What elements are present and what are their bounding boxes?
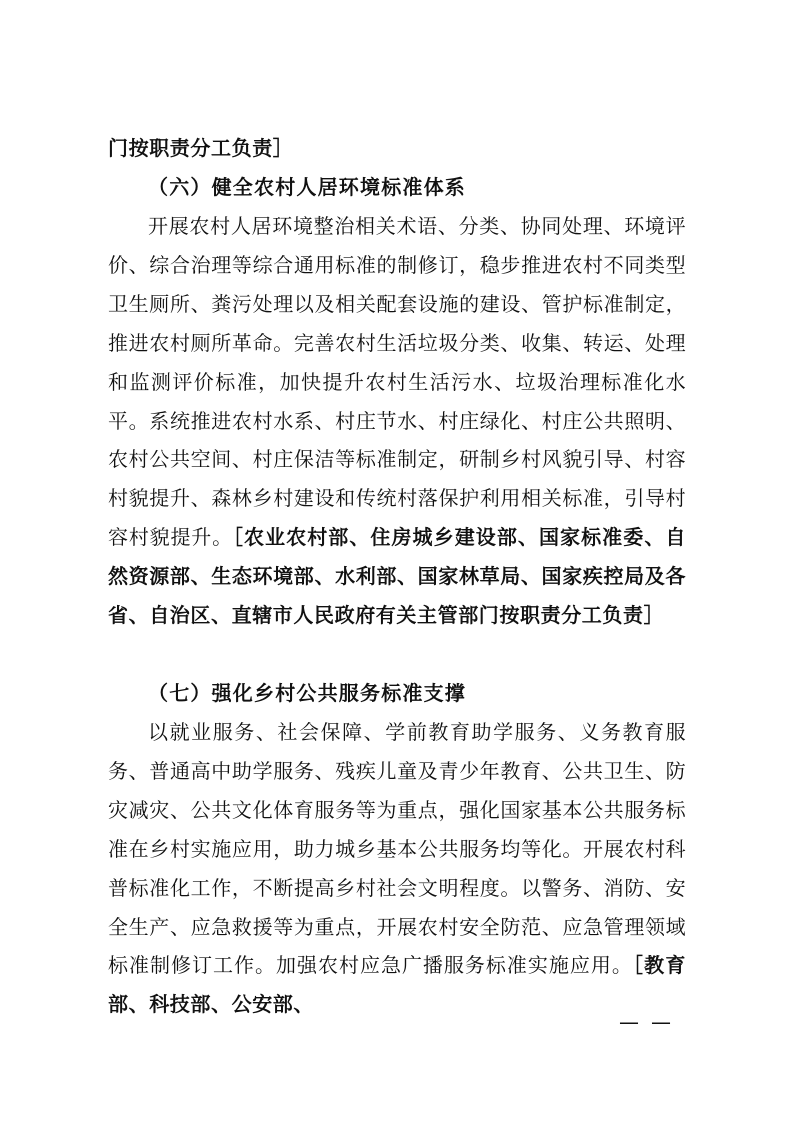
section-6-heading: （六）健全农村人居环境标准体系 [148, 175, 466, 199]
section-6-body-text: 开展农村人居环境整治相关术语、分类、协同处理、环境评价、综合治理等综合通用标准的制修订，稳步推进农村不同类型卫生厕所、粪污处理以及相关配套设施的建设、管护标准制定，推进农村厕所革命。完善农村生活垃圾分类、收集、转运、处理和监测评价标准，加快提升农村生活污水、垃圾治理标准化水平。系统推进农村水系、村庄节水、村庄绿化、村庄公共照明、农村公共空间、村庄保洁等标准制定，研制乡村风貌引导、村容村貌提升、森林乡村建设和传统村落保护利用相关标准，引导村容村貌提升。 [108, 214, 686, 550]
page-number-marker: —— [619, 1010, 683, 1034]
section-7-heading: （七）强化乡村公共服务标准支撑 [148, 681, 466, 705]
section-7-responsible-departments: ［教育部、科技部、公安部、 [108, 953, 686, 1017]
section-7-body-text: 以就业服务、社会保障、学前教育助学服务、义务教育服务、普通高中助学服务、残疾儿童及青少年教育、公共卫生、防灾减灾、公共文化体育服务等为重点，强化国家基本公共服务标准在乡村实施应用，助力城乡基本公共服务均等化。开展农村科普标准化工作，不断提高乡村社会文明程度。以警务、消防、安全生产、应急救援等为重点，开展农村安全防范、应急管理领域标准制修订工作。加强农村应急广播服务标准实施应用。 [108, 720, 686, 978]
section-7-paragraph [108, 713, 686, 1024]
section-6-heading-block [108, 168, 686, 207]
section-7-heading-block [108, 674, 686, 713]
continued-responsibility-text: 门按职责分工负责］ [108, 136, 294, 160]
section-6-responsible-departments: ［农业农村部、住房城乡建设部、国家标准委、自然资源部、生态环境部、水利部、国家林草局、国家疾控局及各省、自治区、直辖市人民政府有关主管部门按职责分工负责］ [108, 525, 686, 628]
section-6-paragraph [108, 207, 686, 635]
continued-paragraph [108, 129, 686, 168]
